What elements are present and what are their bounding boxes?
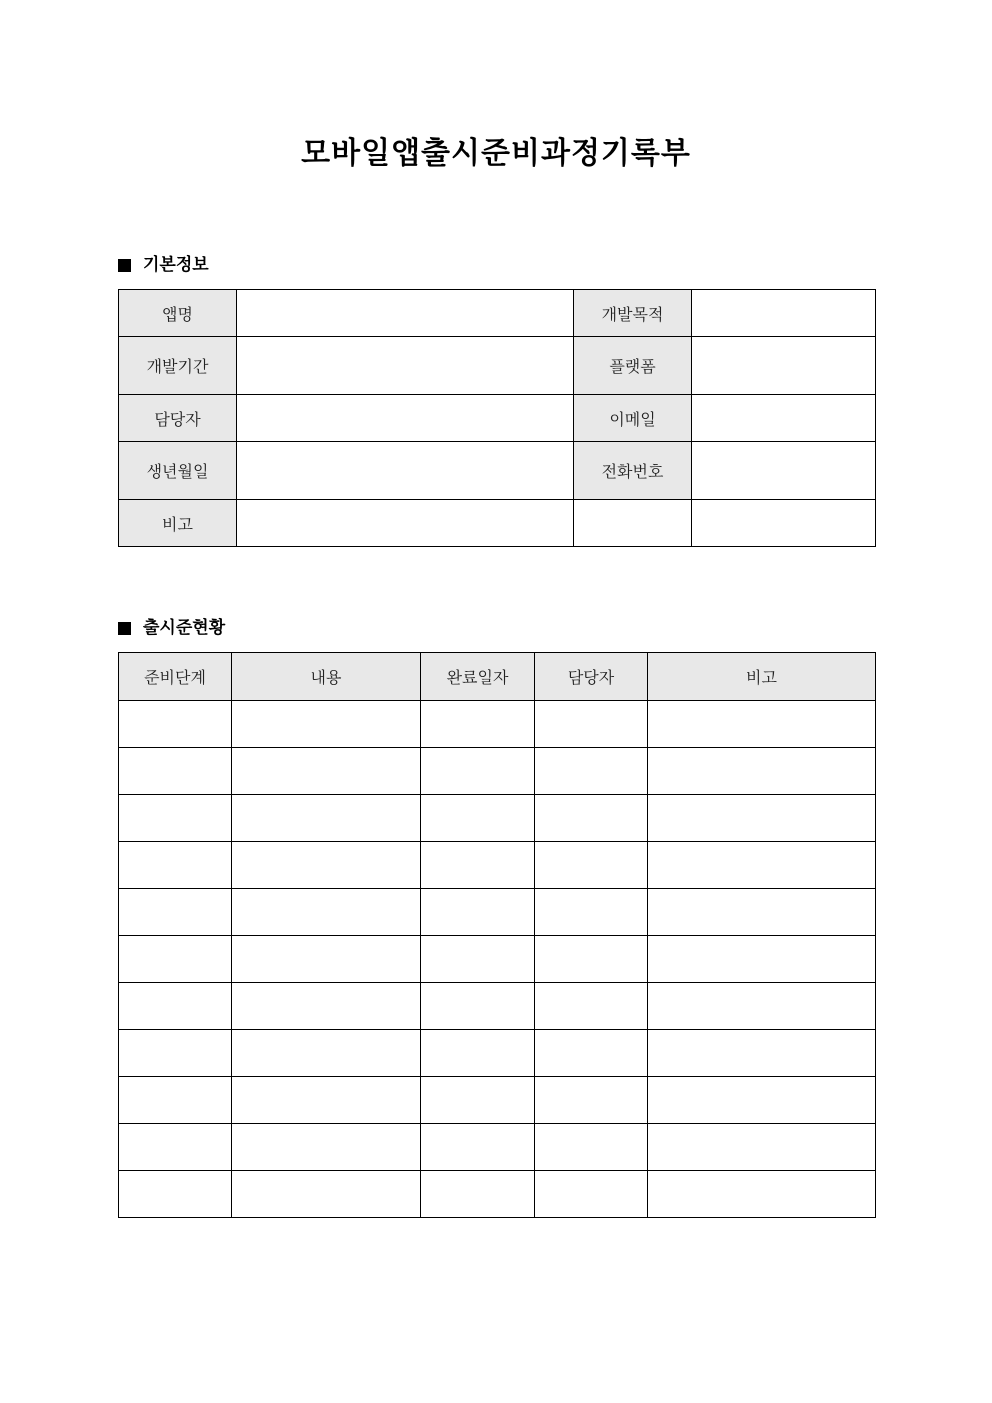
cell-content[interactable] — [232, 701, 421, 748]
field-blank-label[interactable] — [574, 500, 692, 547]
cell-remarks[interactable] — [648, 842, 876, 889]
label-email: 이메일 — [574, 395, 692, 442]
cell-content[interactable] — [232, 795, 421, 842]
label-dev-purpose: 개발목적 — [574, 290, 692, 337]
cell-content[interactable] — [232, 889, 421, 936]
cell-completion-date[interactable] — [421, 701, 535, 748]
cell-manager[interactable] — [535, 795, 648, 842]
section-heading-label: 출시준현황 — [143, 618, 226, 638]
label-dev-period: 개발기간 — [119, 337, 237, 395]
cell-manager[interactable] — [535, 701, 648, 748]
cell-completion-date[interactable] — [421, 1030, 535, 1077]
cell-content[interactable] — [232, 1124, 421, 1171]
cell-content[interactable] — [232, 842, 421, 889]
cell-manager[interactable] — [535, 1124, 648, 1171]
cell-manager[interactable] — [535, 1077, 648, 1124]
label-phone: 전화번호 — [574, 442, 692, 500]
cell-remarks[interactable] — [648, 701, 876, 748]
section-heading-basic-info — [118, 254, 209, 276]
cell-completion-date[interactable] — [421, 795, 535, 842]
table-row — [119, 1171, 876, 1218]
cell-stage[interactable] — [119, 889, 232, 936]
cell-completion-date[interactable] — [421, 1124, 535, 1171]
cell-manager[interactable] — [535, 1030, 648, 1077]
field-email[interactable] — [692, 395, 876, 442]
cell-content[interactable] — [232, 936, 421, 983]
field-remarks[interactable] — [237, 500, 574, 547]
cell-completion-date[interactable] — [421, 748, 535, 795]
table-row — [119, 936, 876, 983]
cell-manager[interactable] — [535, 889, 648, 936]
document-title: 모바일앱출시준비과정기록부 — [301, 136, 691, 171]
cell-content[interactable] — [232, 1030, 421, 1077]
cell-completion-date[interactable] — [421, 983, 535, 1030]
table-row — [119, 748, 876, 795]
cell-completion-date[interactable] — [421, 1077, 535, 1124]
cell-remarks[interactable] — [648, 1077, 876, 1124]
table-row — [119, 1077, 876, 1124]
table-row — [119, 889, 876, 936]
cell-stage[interactable] — [119, 936, 232, 983]
cell-stage[interactable] — [119, 1030, 232, 1077]
release-status-table — [118, 652, 876, 1218]
table-row — [119, 442, 876, 500]
field-dev-purpose[interactable] — [692, 290, 876, 337]
cell-manager[interactable] — [535, 1171, 648, 1218]
field-birthdate[interactable] — [237, 442, 574, 500]
table-row — [119, 983, 876, 1030]
column-header-completion-date: 완료일자 — [421, 653, 535, 701]
label-platform: 플랫폼 — [574, 337, 692, 395]
cell-manager[interactable] — [535, 748, 648, 795]
column-header-content: 내용 — [232, 653, 421, 701]
cell-content[interactable] — [232, 1077, 421, 1124]
cell-remarks[interactable] — [648, 1030, 876, 1077]
label-app-name: 앱명 — [119, 290, 237, 337]
cell-stage[interactable] — [119, 795, 232, 842]
cell-stage[interactable] — [119, 1077, 232, 1124]
basic-info-table — [118, 289, 876, 547]
table-row — [119, 290, 876, 337]
cell-content[interactable] — [232, 983, 421, 1030]
column-header-remarks: 비고 — [648, 653, 876, 701]
label-remarks: 비고 — [119, 500, 237, 547]
table-header-row — [119, 653, 876, 701]
table-row — [119, 395, 876, 442]
table-row — [119, 500, 876, 547]
table-row — [119, 701, 876, 748]
cell-stage[interactable] — [119, 701, 232, 748]
square-bullet-icon — [118, 622, 131, 635]
cell-remarks[interactable] — [648, 936, 876, 983]
table-row — [119, 1030, 876, 1077]
field-app-name[interactable] — [237, 290, 574, 337]
table-row — [119, 1124, 876, 1171]
column-header-manager: 담당자 — [535, 653, 648, 701]
cell-manager[interactable] — [535, 936, 648, 983]
field-manager[interactable] — [237, 395, 574, 442]
section-heading-label: 기본정보 — [143, 255, 209, 275]
square-bullet-icon — [118, 259, 131, 272]
field-platform[interactable] — [692, 337, 876, 395]
table-row — [119, 842, 876, 889]
cell-stage[interactable] — [119, 748, 232, 795]
table-row — [119, 795, 876, 842]
cell-remarks[interactable] — [648, 983, 876, 1030]
label-manager: 담당자 — [119, 395, 237, 442]
cell-remarks[interactable] — [648, 748, 876, 795]
cell-stage[interactable] — [119, 983, 232, 1030]
cell-completion-date[interactable] — [421, 889, 535, 936]
cell-completion-date[interactable] — [421, 936, 535, 983]
label-birthdate: 생년월일 — [119, 442, 237, 500]
cell-manager[interactable] — [535, 983, 648, 1030]
cell-completion-date[interactable] — [421, 1171, 535, 1218]
cell-content[interactable] — [232, 1171, 421, 1218]
field-phone[interactable] — [692, 442, 876, 500]
cell-manager[interactable] — [535, 842, 648, 889]
cell-completion-date[interactable] — [421, 842, 535, 889]
section-heading-release-status — [118, 617, 225, 639]
cell-remarks[interactable] — [648, 1124, 876, 1171]
field-dev-period[interactable] — [237, 337, 574, 395]
cell-stage[interactable] — [119, 842, 232, 889]
column-header-stage: 준비단계 — [119, 653, 232, 701]
cell-content[interactable] — [232, 748, 421, 795]
cell-remarks[interactable] — [648, 795, 876, 842]
cell-stage[interactable] — [119, 1124, 232, 1171]
table-row — [119, 337, 876, 395]
cell-remarks[interactable] — [648, 1171, 876, 1218]
cell-remarks[interactable] — [648, 889, 876, 936]
field-blank-value[interactable] — [692, 500, 876, 547]
cell-stage[interactable] — [119, 1171, 232, 1218]
